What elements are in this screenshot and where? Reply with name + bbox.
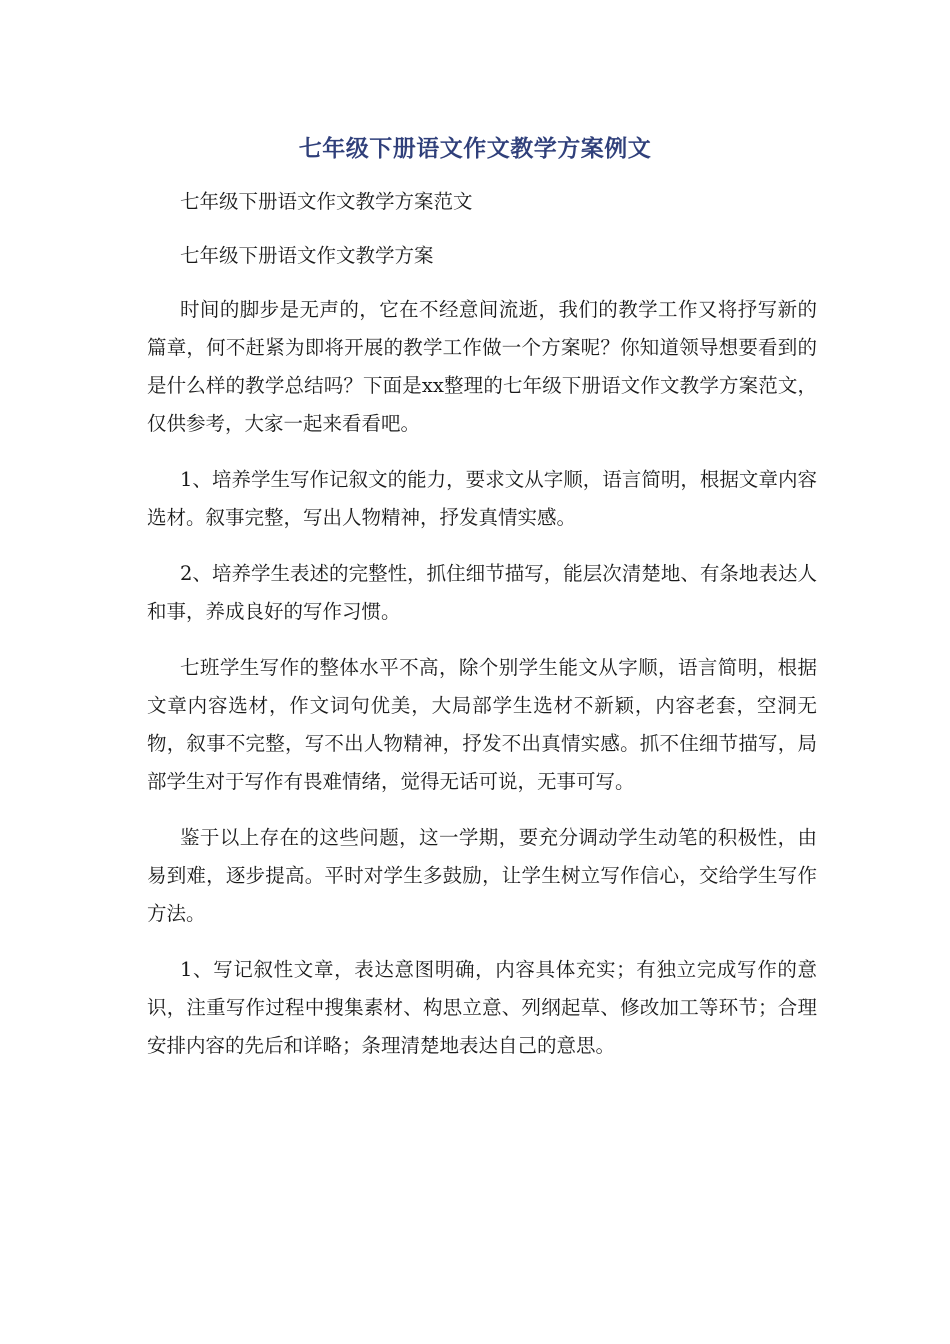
subtitle-paragraph: 七年级下册语文作文教学方案范文 — [180, 190, 473, 213]
requirement-paragraph-1: 1、写记叙性文章，表达意图明确，内容具体充实；有独立完成写作的意识，注重写作过程中搜集素材、构思立意、列纲起草、修改加工等环节；合理安排内容的先后和详略；条理清楚地表达自己的意思。 — [147, 958, 817, 1057]
analysis-paragraph: 七班学生写作的整体水平不高，除个别学生能文从字顺，语言简明，根据文章内容选材，作文词句优美，大局部学生选材不新颖，内容老套，空洞无物，叙事不完整，写不出人物精神，抒发不出真情实感。抓不住细节描写，局部学生对于写作有畏难情绪，觉得无话可说，无事可写。 — [147, 656, 817, 793]
document-title: 七年级下册语文作文教学方案例文 — [298, 136, 652, 162]
intro-paragraph: 时间的脚步是无声的，它在不经意间流逝，我们的教学工作又将抒写新的篇章，何不赶紧为即将开展的教学工作做一个方案呢？你知道领导想要看到的是什么样的教学总结吗？下面是xx整理的七年级下册语文作文教学方案范文，仅供参考，大家一起来看看吧。 — [147, 298, 817, 435]
document-body — [147, 183, 817, 1065]
goal-paragraph-2: 2、培养学生表述的完整性，抓住细节描写，能层次清楚地、有条地表达人和事，养成良好的写作习惯。 — [147, 562, 817, 623]
section-heading-paragraph: 七年级下册语文作文教学方案 — [180, 244, 434, 267]
goal-paragraph-1: 1、培养学生写作记叙文的能力，要求文从字顺，语言简明，根据文章内容选材。叙事完整，写出人物精神，抒发真情实感。 — [147, 468, 817, 529]
measures-paragraph: 鉴于以上存在的这些问题，这一学期，要充分调动学生动笔的积极性，由易到难，逐步提高。平时对学生多鼓励，让学生树立写作信心，交给学生写作方法。 — [147, 826, 817, 925]
